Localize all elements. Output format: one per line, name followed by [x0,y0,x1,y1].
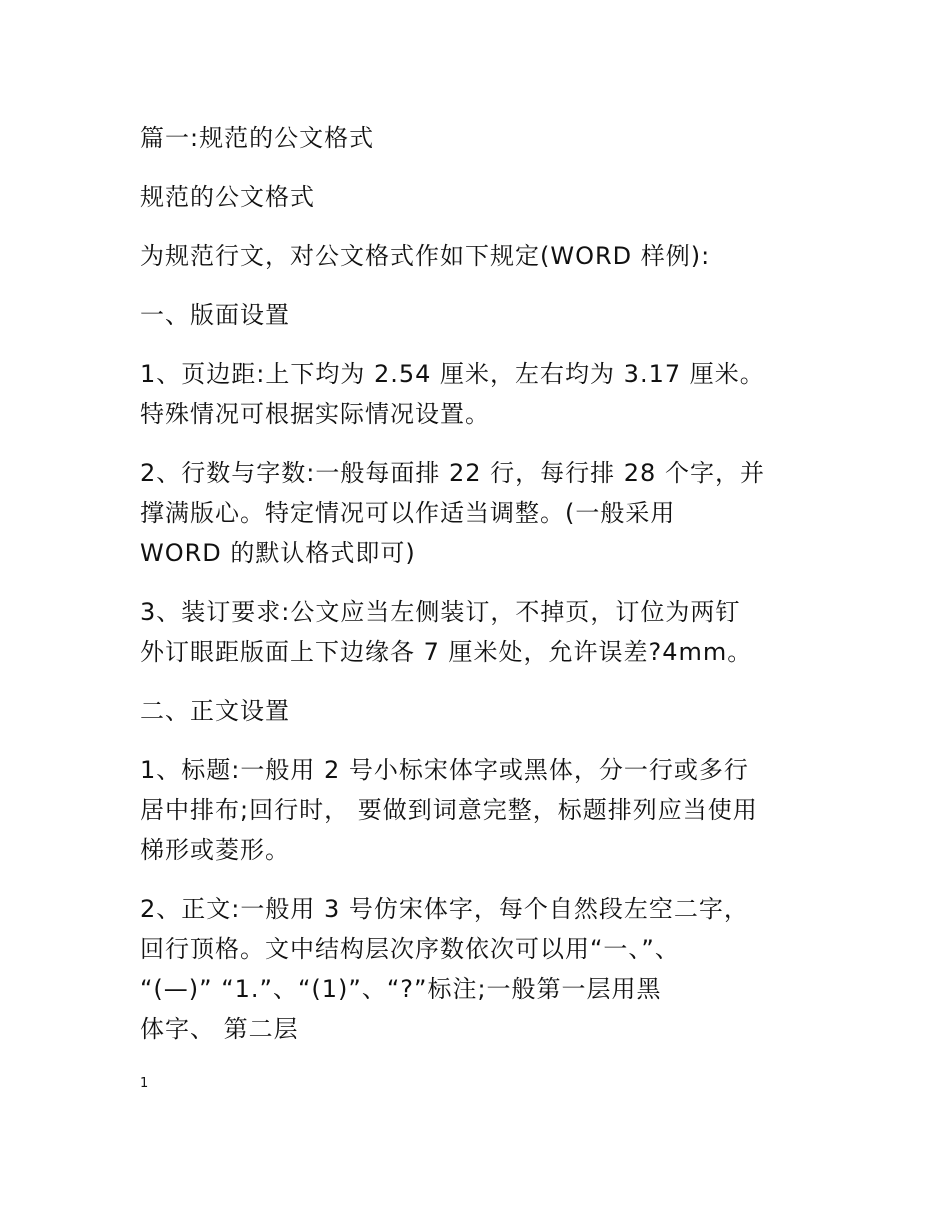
text-line: 回行顶格。文中结构层次序数依次可以用“一、”、 [140,935,680,963]
text-line: 3、装订要求:公文应当左侧装订，不掉页，订位为两钉 [140,598,741,626]
text-line: 规范的公文格式 [140,183,315,211]
intro-paragraph [140,236,820,276]
document-heading [140,177,820,217]
text-line: 撑满版心。特定情况可以作适当调整。(一般采用 [140,499,676,527]
item-lines-and-characters [140,453,820,573]
section-title [140,118,820,158]
text-line: 梯形或菱形。 [140,836,290,864]
text-line: 1、标题:一般用 2 号小标宋体字或黑体，分一行或多行 [140,756,749,784]
item-binding-requirements [140,592,820,672]
text-line: 1、页边距:上下均为 2.54 厘米，左右均为 3.17 厘米。 [140,360,765,388]
item-body-text-format [140,889,820,1049]
heading-body-settings [140,691,820,731]
text-line: 篇一:规范的公文格式 [140,124,375,152]
text-line: 特殊情况可根据实际情况设置。 [140,400,490,428]
item-title-format [140,750,820,870]
text-line: 2、行数与字数:一般每面排 22 行，每行排 28 个字，并 [140,459,765,487]
text-line: WORD 的默认格式即可) [140,539,416,567]
text-line: 2、正文:一般用 3 号仿宋体字，每个自然段左空二字， [140,895,749,923]
text-line: 二、正文设置 [140,697,290,725]
page-number: 1 [140,1076,149,1091]
text-line: 体字、 第二层 [140,1015,299,1043]
text-line: 外订眼距版面上下边缘各 7 厘米处，允许误差?4mm。 [140,638,753,666]
document-body [140,118,820,1068]
text-line: 为规范行文，对公文格式作如下规定(WORD 样例): [140,242,711,270]
heading-layout-settings [140,295,820,335]
text-line: “(—)” “1.”、“(1)”、“?”标注;一般第一层用黑 [140,975,662,1003]
text-line: 居中排布;回行时， 要做到词意完整，标题排列应当使用 [140,796,758,824]
item-margins [140,354,820,434]
text-line: 一、版面设置 [140,301,290,329]
